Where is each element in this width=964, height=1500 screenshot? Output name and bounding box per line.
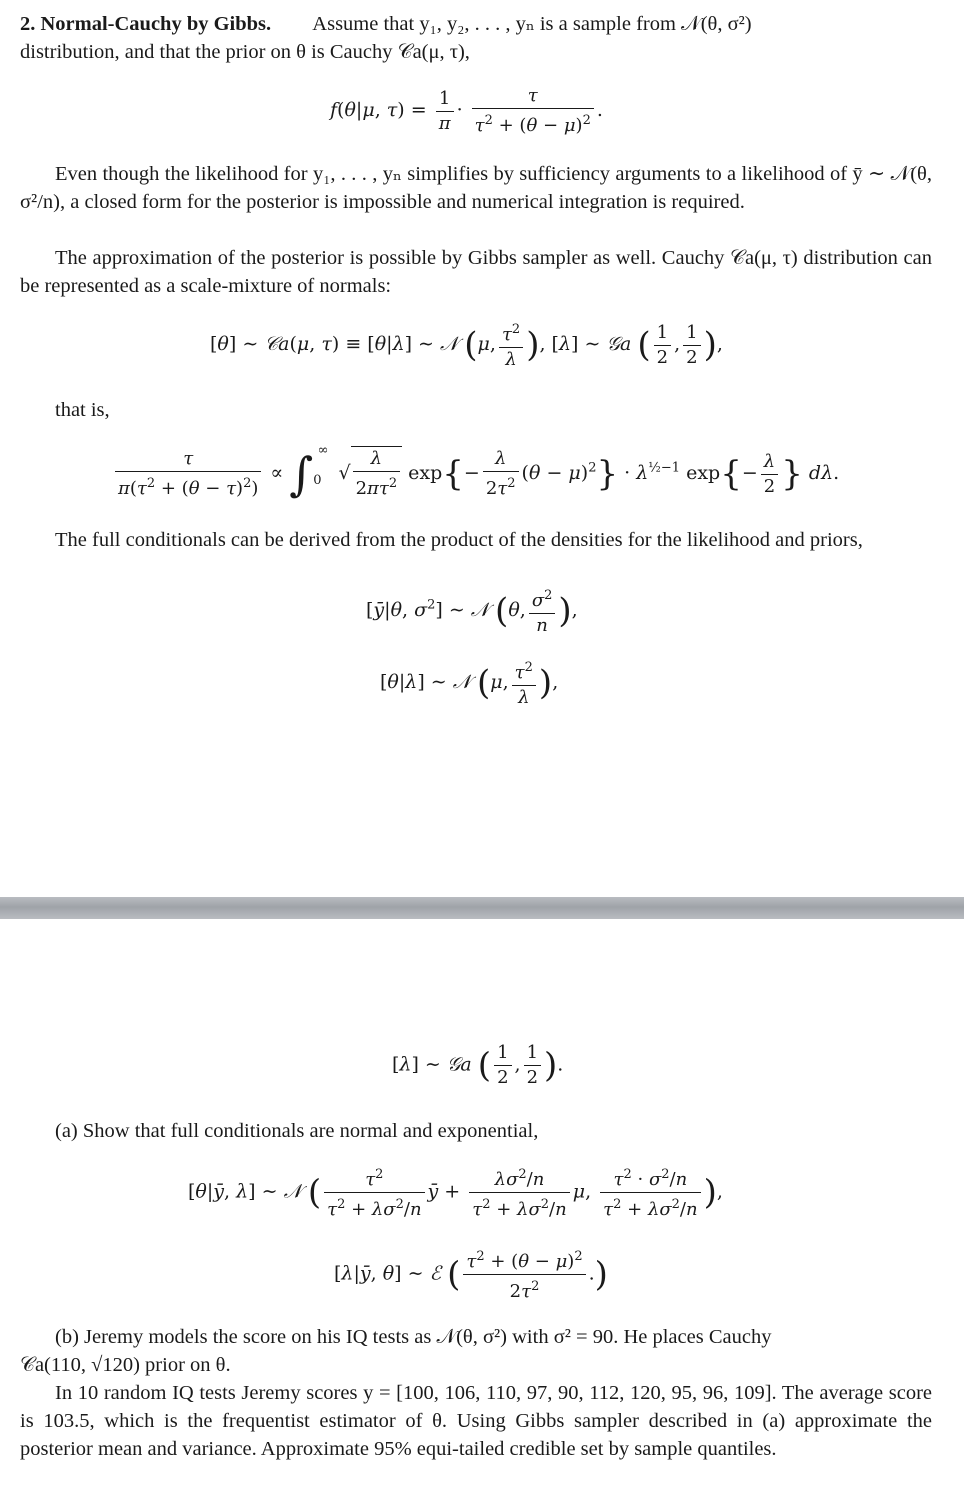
page-separator	[0, 897, 964, 919]
equation-theta-full-conditional: [θ|ȳ, λ] ∼ 𝒩 ( $\frac{\tau^2}{\tau^2 + \lambda\sigma^2/n}$ ȳ + $\frac{\lambda\sigma^2/n}{\tau^2 + \lambda\sigma^2/n}$ μ, $\frac{\tau^2 \cdot \sigma^2/n}{\tau^2 + \lambda\sigma^2/n}$ ),	[188, 1163, 723, 1222]
part-a-text: (a) Show that full conditionals are normal and exponential,	[55, 1120, 539, 1142]
equation-theta-lambda-conditional: [θ|λ] ∼ 𝒩 (μ, $\frac{\tau^2}{\lambda}$ ),	[380, 656, 558, 710]
equation-likelihood-conditional: [ȳ|θ, $\sigma^2$] ∼ 𝒩 (θ, $\frac{\sigma^2}{n}$ ),	[366, 584, 578, 638]
equation-scale-mixture: [θ] ∼ 𝒞a(μ, τ) ≡ [θ|λ] ∼ 𝒩 (μ, $\frac{\tau^2}{\lambda}$ ), [λ] ∼ 𝒢a ( $\frac{1}{2}$ , $\frac{1}{2}$ ),	[210, 318, 723, 372]
problem-intro-2: distribution, and that the prior on θ is Cauchy 𝒞a(μ, τ),	[20, 41, 470, 63]
paragraph-3: The full conditionals can be derived from the product of the densities for the likelihood and priors,	[55, 529, 863, 551]
part-b-line-1: (b) Jeremy models the score on his IQ tests as 𝒩(θ, σ²) with σ² = 90. He places Cauchy	[55, 1326, 772, 1348]
part-b-line-2: 𝒞a(110, √120) prior on θ.	[20, 1354, 231, 1376]
paragraph-1: Even though the likelihood for y₁, . . . , yₙ simplifies by sufficiency arguments to a likelihood of ȳ ∼ 𝒩(θ, σ²/n), a closed form for the posterior is impossible and numerical integration is required.	[20, 163, 932, 213]
paragraph-2: The approximation of the posterior is possible by Gibbs sampler as well. Cauchy 𝒞a(μ, τ) distribution can be represented as a scale-mixture of normals:	[20, 247, 932, 297]
equation-lambda-prior: [λ] ∼ 𝒢a ( $\frac{1}{2}$ , $\frac{1}{2}$ ).	[392, 1042, 564, 1088]
problem-heading	[20, 10, 752, 38]
page-2	[0, 919, 964, 1500]
equation-integral: $\frac{\tau}{\pi(\tau^2 + (\theta - \tau)^2)}$ ∝ $\int_0^\infty$ √ $\frac{\lambda}{2\pi\tau^2}$ exp{− $\frac{\lambda}{2\tau^2}$ $(\theta - \mu)^2\} \cdot \lambda^{\frac{1}{2}-1}$ exp{− $\frac{\lambda}{2}$ } dλ.	[112, 446, 839, 501]
problem-number: 2.	[20, 13, 36, 35]
paragraph-4: In 10 random IQ tests Jeremy scores y = [100, 106, 110, 97, 90, 112, 120, 95, 96, 109]. The average score is 103.5, which is the frequentist estimator of θ. Using Gibbs sampler described in (a) approximate the posterior mean and variance. Approximate 95% equi-tailed credible set by sample quantiles.	[20, 1382, 932, 1460]
equation-cauchy-density: f(θ|μ, τ) = $\frac{1}{\pi}$ · $\frac{\tau}{\tau^2 + (\theta - \mu)^2}$ .	[330, 85, 603, 136]
that-is-label: that is,	[55, 399, 110, 421]
equation-lambda-full-conditional: [λ|ȳ, θ] ∼ ℰ ( $\frac{\tau^2 + (\theta - \mu)^2}{2\tau^2}$ .)	[334, 1245, 608, 1304]
problem-title: Normal-Cauchy by Gibbs.	[40, 13, 272, 35]
problem-intro-1: Assume that y₁, y₂, . . . , yₙ is a sample from 𝒩(θ, σ²)	[312, 13, 752, 35]
